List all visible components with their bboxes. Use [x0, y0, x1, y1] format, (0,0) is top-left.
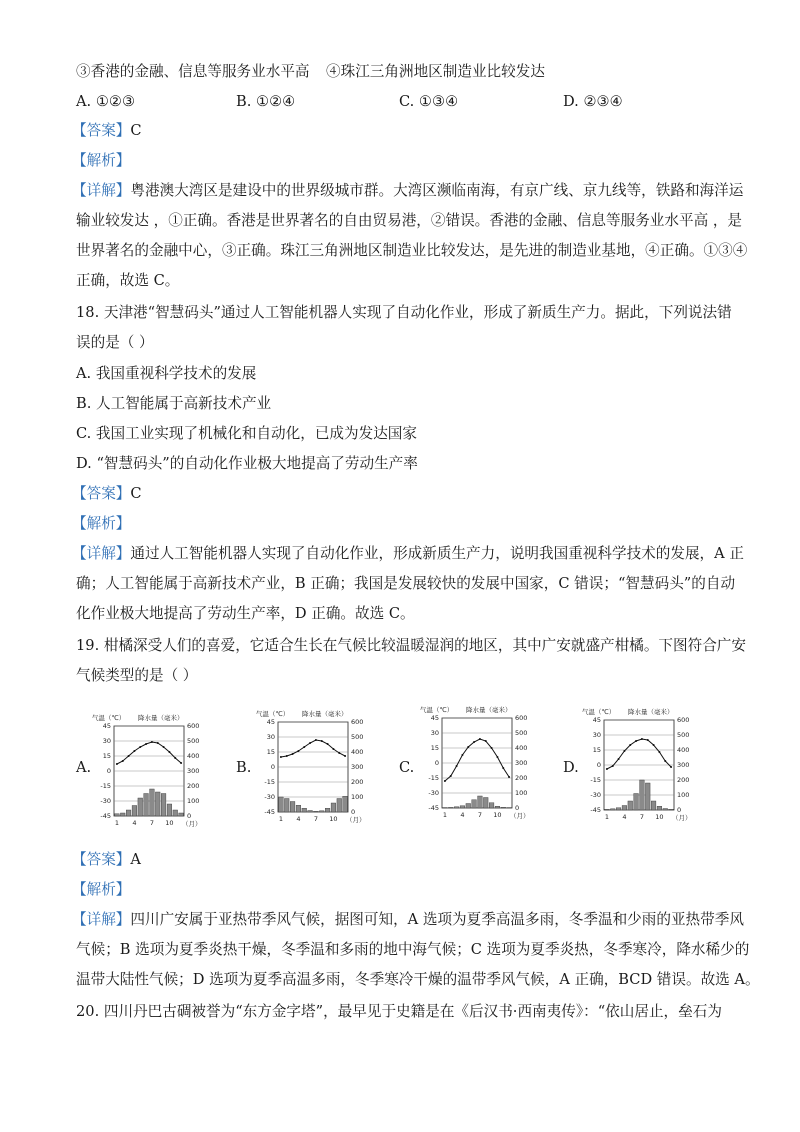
- temperature-point: [629, 744, 631, 746]
- precipitation-bar: [628, 801, 633, 810]
- detail-text: 四川广安属于亚热带季风气候，据图可知，A 选项为夏季高温多雨，冬季温和少雨的亚热带季风: [130, 911, 744, 928]
- precipitation-bar: [478, 796, 483, 808]
- precipitation-bar: [144, 794, 149, 817]
- climate-chart-c: [420, 704, 550, 828]
- temperature-tick-label: 30: [592, 731, 601, 740]
- precipitation-bar: [454, 807, 459, 808]
- month-tick-label: 1: [442, 811, 447, 819]
- temperature-point: [491, 747, 493, 749]
- temperature-tick-label: -15: [100, 782, 111, 791]
- climate-chart-d-svg: [582, 706, 712, 826]
- precipitation-tick-label: 0: [677, 806, 682, 815]
- temperature-tick-label: 15: [102, 752, 111, 761]
- month-tick-label: 7: [313, 815, 318, 823]
- precipitation-bar: [657, 806, 662, 810]
- precipitation-tick-label: 600: [515, 714, 528, 723]
- q17-option-c: C. ①③④: [399, 93, 459, 110]
- q19-stem-line-1: 19. 柑橘深受人们的喜爱，它适合生长在气候比较温暖湿润的地区，其中广安就盛产柑橘。下图符合广安: [76, 637, 746, 654]
- temperature-point: [286, 755, 288, 757]
- q18-option-b: B. 人工智能属于高新技术产业: [76, 395, 272, 412]
- temperature-tick-label: -45: [264, 808, 275, 817]
- temperature-point: [467, 746, 469, 748]
- precipitation-tick-label: 100: [351, 793, 364, 802]
- precipitation-tick-label: 600: [677, 716, 690, 725]
- q17-detail-line-3: 世界著名的金融中心，③正确。珠江三角洲地区制造业比较发达，是先进的制造业基地，④正确。①③④: [76, 242, 748, 259]
- precipitation-tick-label: 400: [351, 748, 364, 757]
- precipitation-bar: [284, 799, 289, 813]
- answer-tag: 【答案】: [72, 122, 131, 139]
- precipitation-tick-label: 0: [187, 812, 192, 821]
- precipitation-tick-label: 300: [187, 767, 200, 776]
- temperature-point: [641, 738, 643, 740]
- precipitation-bar: [132, 806, 137, 817]
- temperature-tick-label: 30: [430, 729, 439, 738]
- precipitation-bar: [610, 809, 615, 810]
- precipitation-tick-label: 100: [187, 797, 200, 806]
- precipitation-tick-label: 500: [677, 731, 690, 740]
- temperature-tick-label: 0: [270, 763, 275, 772]
- precipitation-bar: [279, 797, 284, 812]
- temperature-tick-label: -30: [590, 791, 601, 800]
- temperature-point: [444, 780, 446, 782]
- temperature-tick-label: -30: [264, 793, 275, 802]
- q18-option-d: D. “智慧码头”的自动化作业极大地提高了劳动生产率: [76, 455, 418, 472]
- temperature-point: [280, 756, 282, 758]
- precipitation-bar: [651, 801, 656, 810]
- q17-answer: [72, 121, 142, 141]
- precipitation-bar: [472, 800, 477, 808]
- temperature-point: [180, 762, 182, 764]
- precipitation-bar: [179, 813, 184, 816]
- precipitation-bar: [489, 803, 494, 808]
- temperature-point: [303, 746, 305, 748]
- precipitation-bar: [173, 810, 178, 816]
- precipitation-bar: [663, 809, 668, 811]
- month-tick-label: 4: [460, 811, 465, 819]
- precipitation-tick-label: 0: [351, 808, 356, 817]
- precipitation-tick-label: 100: [515, 789, 528, 798]
- climate-chart-c-svg: [420, 704, 550, 824]
- precipitation-tick-label: 300: [351, 763, 364, 772]
- temperature-point: [670, 766, 672, 768]
- answer-value: C: [130, 122, 142, 139]
- precipitation-bar: [161, 794, 166, 817]
- temperature-point: [133, 750, 135, 752]
- precipitation-bar: [167, 804, 172, 816]
- precipitation-axis-title: 降水量（毫米）: [466, 706, 512, 714]
- temperature-tick-label: 30: [102, 737, 111, 746]
- precipitation-bar: [645, 783, 650, 810]
- q18-option-c: C. 我国工业实现了机械化和自动化，已成为发达国家: [76, 425, 417, 442]
- precipitation-tick-label: 500: [351, 733, 364, 742]
- temperature-tick-label: 0: [106, 767, 111, 776]
- precipitation-tick-label: 600: [187, 722, 200, 731]
- temperature-tick-label: -15: [428, 774, 439, 783]
- detail-tag: 【详解】: [72, 182, 131, 199]
- precipitation-bar: [448, 807, 453, 808]
- temperature-tick-label: 45: [266, 718, 275, 727]
- precipitation-bar: [331, 803, 336, 812]
- temperature-point: [647, 739, 649, 741]
- precipitation-bar: [314, 811, 319, 812]
- temperature-tick-label: 15: [430, 744, 439, 753]
- temperature-tick-label: -45: [428, 804, 439, 813]
- precipitation-bar: [120, 813, 125, 816]
- precipitation-tick-label: 300: [515, 759, 528, 768]
- q19-stem-line-2: 气候类型的是（ ）: [76, 667, 198, 684]
- temperature-point: [297, 750, 299, 752]
- temperature-point: [344, 755, 346, 757]
- precipitation-tick-label: 500: [515, 729, 528, 738]
- temperature-line: [445, 739, 509, 781]
- temperature-axis-title: 气温（℃）: [582, 708, 616, 716]
- temperature-point: [479, 738, 481, 740]
- detail-text: 通过人工智能机器人实现了自动化作业，形成新质生产力，说明我国重视科学技术的发展，A 正: [130, 545, 744, 562]
- precipitation-tick-label: 400: [187, 752, 200, 761]
- q19-detail-line-2: 气候；B 选项为夏季炎热干燥，冬季温和多雨的地中海气候；C 选项为夏季炎热，冬季寒冷，降水稀少的: [76, 941, 750, 958]
- q19-detail-line-3: 温带大陆性气候；D 选项为夏季高温多雨，冬季寒冷干燥的温带季风气候，A 正确，BCD 错误。故选 A。: [76, 971, 760, 988]
- q18-stem-line-1: 18. 天津港“智慧码头”通过人工智能机器人实现了自动化作业，形成了新质生产力。据此，下列说法错: [76, 304, 732, 321]
- precipitation-tick-label: 400: [515, 744, 528, 753]
- temperature-point: [653, 744, 655, 746]
- precipitation-bar: [126, 810, 131, 816]
- q20-stem-line-1: 20. 四川丹巴古碉被誉为“东方金字塔”，最早见于史籍是在《后汉书·西南夷传》：“依山居止，垒石为: [76, 1003, 722, 1020]
- temperature-tick-label: 45: [592, 716, 601, 725]
- temperature-line: [607, 739, 671, 769]
- temperature-point: [635, 740, 637, 742]
- precipitation-bar: [290, 802, 295, 813]
- month-unit-label: （月）: [672, 814, 692, 822]
- month-tick-label: 1: [278, 815, 283, 823]
- detail-text: 粤港澳大湾区是建设中的世界级城市群。大湾区濒临南海，有京广线、京九线等，铁路和海洋运: [130, 182, 744, 199]
- temperature-point: [174, 757, 176, 759]
- temperature-point: [618, 758, 620, 760]
- precipitation-bar: [115, 814, 120, 816]
- precipitation-bar: [634, 794, 639, 811]
- temperature-point: [128, 755, 130, 757]
- temperature-point: [321, 740, 323, 742]
- precipitation-tick-label: 100: [677, 791, 690, 800]
- month-tick-label: 4: [132, 819, 137, 827]
- precipitation-tick-label: 0: [515, 804, 520, 813]
- q19-answer: [72, 850, 141, 870]
- month-tick-label: 1: [114, 819, 119, 827]
- q18-detail-line-2: 确；人工智能属于高新技术产业，B 正确；我国是发展较快的发展中国家，C 错误；“智慧码头”的自动: [76, 575, 736, 592]
- chart-option-a-label: A.: [76, 759, 92, 776]
- precipitation-bar: [337, 799, 342, 813]
- climate-chart-b-svg: [256, 708, 386, 828]
- precipitation-tick-label: 300: [677, 761, 690, 770]
- precipitation-bar: [308, 811, 313, 813]
- precipitation-axis-title: 降水量（毫米）: [138, 714, 184, 722]
- month-tick-label: 4: [296, 815, 301, 823]
- month-tick-label: 10: [329, 815, 338, 823]
- precipitation-axis-title: 降水量（毫米）: [628, 708, 674, 716]
- precipitation-tick-label: 600: [351, 718, 364, 727]
- q17-option-d: D. ②③④: [563, 93, 623, 110]
- answer-tag: 【答案】: [72, 851, 131, 868]
- climate-chart-b: [256, 708, 386, 832]
- temperature-point: [658, 751, 660, 753]
- q18-analysis-tag: 【解析】: [72, 515, 131, 532]
- temperature-point: [623, 750, 625, 752]
- month-tick-label: 10: [655, 813, 664, 821]
- statement-3: ③香港的金融、信息等服务业水平高: [76, 63, 310, 80]
- temperature-point: [157, 742, 159, 744]
- temperature-point: [309, 742, 311, 744]
- temperature-point: [315, 739, 317, 741]
- month-tick-label: 10: [493, 811, 502, 819]
- temperature-point: [168, 751, 170, 753]
- month-unit-label: （月）: [182, 820, 202, 828]
- temperature-point: [139, 746, 141, 748]
- temperature-point: [338, 752, 340, 754]
- q18-answer: [72, 484, 142, 504]
- precipitation-bar: [605, 809, 610, 810]
- temperature-tick-label: 0: [596, 761, 601, 770]
- temperature-tick-label: 15: [266, 748, 275, 757]
- temperature-point: [508, 776, 510, 778]
- temperature-tick-label: -15: [264, 778, 275, 787]
- detail-tag: 【详解】: [72, 911, 131, 928]
- precipitation-bar: [616, 808, 621, 810]
- precipitation-tick-label: 200: [187, 782, 200, 791]
- precipitation-tick-label: 200: [515, 774, 528, 783]
- precipitation-bar: [343, 796, 348, 812]
- temperature-point: [461, 754, 463, 756]
- month-tick-label: 1: [604, 813, 609, 821]
- q19-detail-line-1: [72, 910, 744, 930]
- q17-detail-line-2: 输业较发达 ，①正确。香港是世界著名的自由贸易港，②错误。香港的金融、信息等服务业水平高 ，是: [76, 212, 743, 229]
- temperature-point: [116, 763, 118, 765]
- precipitation-bar: [622, 806, 627, 811]
- answer-value: A: [130, 851, 141, 868]
- month-tick-label: 7: [477, 811, 482, 819]
- month-tick-label: 4: [622, 813, 627, 821]
- temperature-axis-title: 气温（℃）: [92, 714, 126, 722]
- temperature-point: [122, 760, 124, 762]
- temperature-axis-title: 气温（℃）: [256, 710, 290, 718]
- temperature-tick-label: 45: [430, 714, 439, 723]
- temperature-tick-label: -45: [100, 812, 111, 821]
- precipitation-bar: [483, 798, 488, 809]
- precipitation-tick-label: 200: [677, 776, 690, 785]
- temperature-line: [281, 740, 345, 757]
- temperature-point: [450, 775, 452, 777]
- temperature-point: [151, 741, 153, 743]
- precipitation-bar: [155, 792, 160, 816]
- precipitation-bar: [319, 811, 324, 812]
- answer-value: C: [130, 485, 142, 502]
- precipitation-bar: [495, 806, 500, 808]
- q18-detail-line-1: [72, 544, 744, 564]
- chart-option-c-label: C.: [399, 759, 415, 776]
- chart-option-d-label: D.: [563, 759, 579, 776]
- temperature-point: [606, 768, 608, 770]
- q18-detail-line-3: 化作业极大地提高了劳动生产率，D 正确。故选 C。: [76, 605, 415, 622]
- temperature-point: [496, 756, 498, 758]
- temperature-tick-label: -30: [428, 789, 439, 798]
- q17-option-a: A. ①②③: [76, 93, 136, 110]
- temperature-point: [473, 741, 475, 743]
- precipitation-axis-title: 降水量（毫米）: [302, 710, 348, 718]
- temperature-point: [332, 748, 334, 750]
- statement-4: ④珠江三角洲地区制造业比较发达: [326, 63, 545, 80]
- month-tick-label: 7: [149, 819, 154, 827]
- month-unit-label: （月）: [346, 816, 366, 824]
- q19-analysis-tag: 【解析】: [72, 881, 131, 898]
- precipitation-bar: [669, 809, 674, 810]
- month-tick-label: 7: [639, 813, 644, 821]
- precipitation-bar: [302, 808, 307, 812]
- temperature-tick-label: 15: [592, 746, 601, 755]
- precipitation-bar: [640, 780, 645, 810]
- temperature-point: [456, 765, 458, 767]
- temperature-point: [664, 760, 666, 762]
- q18-option-a: A. 我国重视科学技术的发展: [76, 365, 257, 382]
- temperature-axis-title: 气温（℃）: [420, 706, 454, 714]
- temperature-tick-label: 0: [434, 759, 439, 768]
- temperature-point: [292, 753, 294, 755]
- climate-chart-a-svg: [92, 712, 222, 832]
- climate-chart-a: [92, 712, 222, 836]
- precipitation-bar: [150, 789, 155, 816]
- temperature-tick-label: -15: [590, 776, 601, 785]
- temperature-tick-label: 30: [266, 733, 275, 742]
- temperature-point: [612, 765, 614, 767]
- precipitation-bar: [501, 807, 506, 808]
- temperature-point: [485, 740, 487, 742]
- precipitation-tick-label: 400: [677, 746, 690, 755]
- temperature-point: [163, 746, 165, 748]
- answer-tag: 【答案】: [72, 485, 131, 502]
- precipitation-bar: [296, 805, 301, 812]
- q17-detail-line-4: 正确，故选 C。: [76, 272, 180, 289]
- chart-option-b-label: B.: [236, 759, 252, 776]
- temperature-tick-label: -45: [590, 806, 601, 815]
- detail-tag: 【详解】: [72, 545, 131, 562]
- temperature-point: [145, 743, 147, 745]
- q18-stem-line-2: 误的是（ ）: [76, 334, 154, 351]
- month-unit-label: （月）: [510, 812, 530, 820]
- climate-chart-d: [582, 706, 712, 830]
- precipitation-bar: [460, 806, 465, 808]
- precipitation-tick-label: 200: [351, 778, 364, 787]
- precipitation-tick-label: 500: [187, 737, 200, 746]
- temperature-tick-label: -30: [100, 797, 111, 806]
- temperature-point: [327, 743, 329, 745]
- temperature-line: [117, 742, 181, 764]
- precipitation-bar: [466, 804, 471, 809]
- q17-analysis-tag: 【解析】: [72, 152, 131, 169]
- q17-option-b: B. ①②④: [236, 93, 296, 110]
- month-tick-label: 10: [165, 819, 174, 827]
- temperature-tick-label: 45: [102, 722, 111, 731]
- precipitation-bar: [325, 808, 330, 812]
- precipitation-bar: [138, 798, 143, 816]
- temperature-point: [502, 767, 504, 769]
- q17-detail-line-1: [72, 181, 743, 201]
